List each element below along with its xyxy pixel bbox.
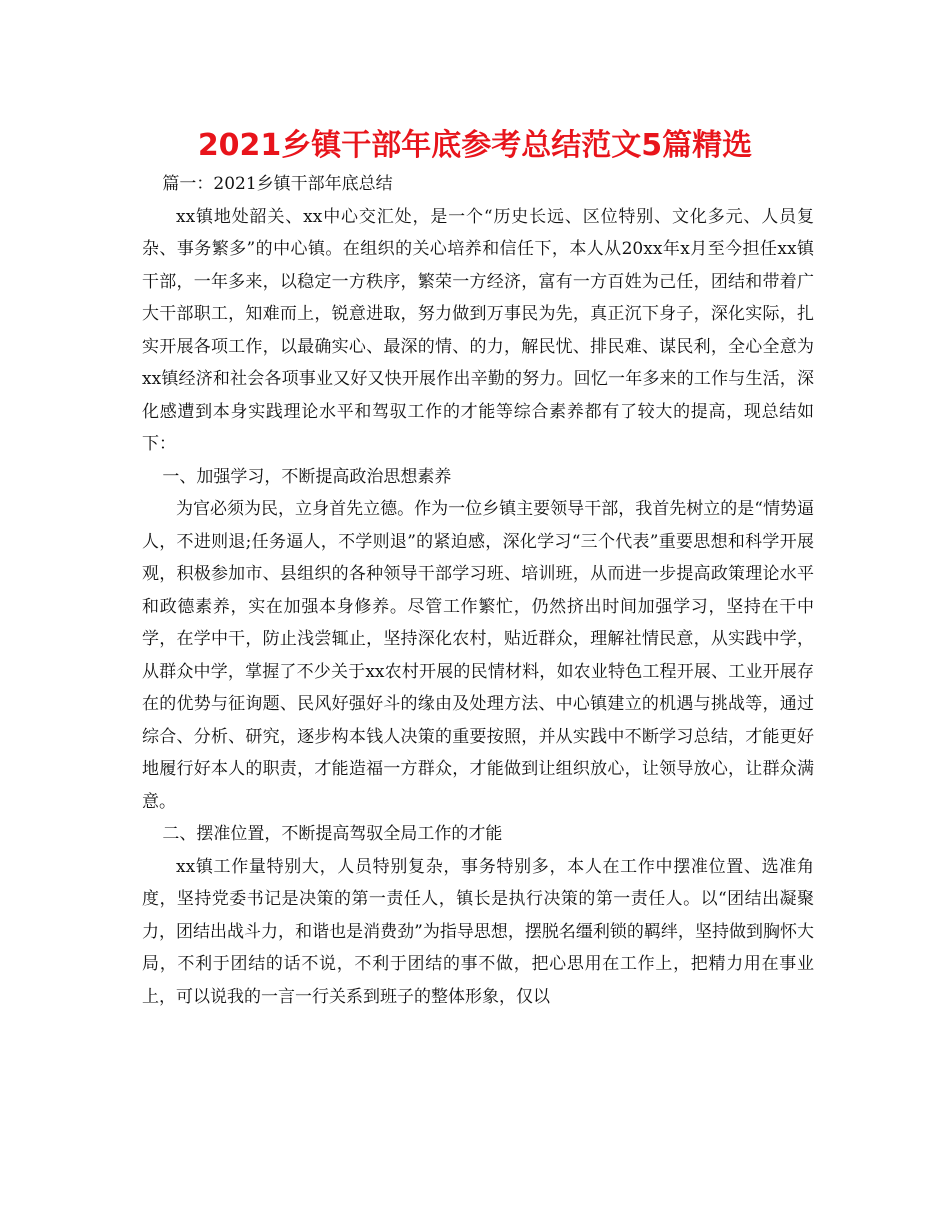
document-title: 2021乡镇干部年底参考总结范文5篇精选 <box>197 128 753 163</box>
section-subtitle: 篇一：2021乡镇干部年底总结 <box>162 174 393 194</box>
heading-section-2: 二、摆准位置，不断提高驾驭全局工作的才能 <box>162 824 503 844</box>
heading-section-1: 一、加强学习，不断提高政治思想素养 <box>162 466 452 487</box>
paragraph-section-1: 为官必须为民，立身首先立德。作为一位乡镇主要领导干部，我首先树立的是“情势逼人，不进则退;任务逼人，不学则退”的紧迫感，深化学习“三个代表”重要思想和科学开展观，积极参加市、县组织的各种领导干部学习班、培训班，从而进一步提高政策理论水平和政德素养，实在加强本身修养。尽管工作繁忙，仍然挤出时间加强学习，坚持在干中学，在学中干，防止浅尝辄止，坚持深化农村，贴近群众，理解社情民意，从实践中学，从群众中学，掌握了不少关于xx农村开展的民情材料，如农业特色工程开展、工业开展存在的优势与征询题、民风好强好斗的缘由及处理方法、中心镇建立的机遇与挑战等，通过综合、分析、研究，逐步构本钱人决策的重要按照，并从实践中不断学习总结，才能更好地履行好本人的职责，才能造福一方群众，才能做到让组织放心，让领导放心，让群众满意。 <box>142 499 814 812</box>
document-body <box>142 168 814 1013</box>
paragraph-section-2: xx镇工作量特别大，人员特别复杂，事务特别多，本人在工作中摆准位置、选准角度，坚持党委书记是决策的第一责任人，镇长是执行决策的第一责任人。以“团结出凝聚力，团结出战斗力，和谐也是消费劲”为指导思想，摆脱名缰利锁的羁绊，坚持做到胸怀大局，不利于团结的话不说，不利于团结的事不做，把心思用在工作上，把精力用在事业上，可以说我的一言一行关系到班子的整体形象，仅以 <box>142 856 814 1007</box>
paragraph-intro: xx镇地处韶关、xx中心交汇处，是一个“历史长远、区位特别、文化多元、人员复杂、事务繁多”的中心镇。在组织的关心培养和信任下，本人从20xx年x月至今担任xx镇干部，一年多来，以稳定一方秩序，繁荣一方经济，富有一方百姓为己任，团结和带着广大干部职工，知难而上，锐意进取，努力做到万事民为先，真正沉下身子，深化实际，扎实开展各项工作，以最确实心、最深的情、的力，解民忧、排民难、谋民利，全心全意为xx镇经济和社会各项事业又好又快开展作出辛勤的努力。回忆一年多来的工作与生活，深化感遭到本身实践理论水平和驾驭工作的才能等综合素养都有了较大的提高，现总结如下： <box>142 206 814 454</box>
